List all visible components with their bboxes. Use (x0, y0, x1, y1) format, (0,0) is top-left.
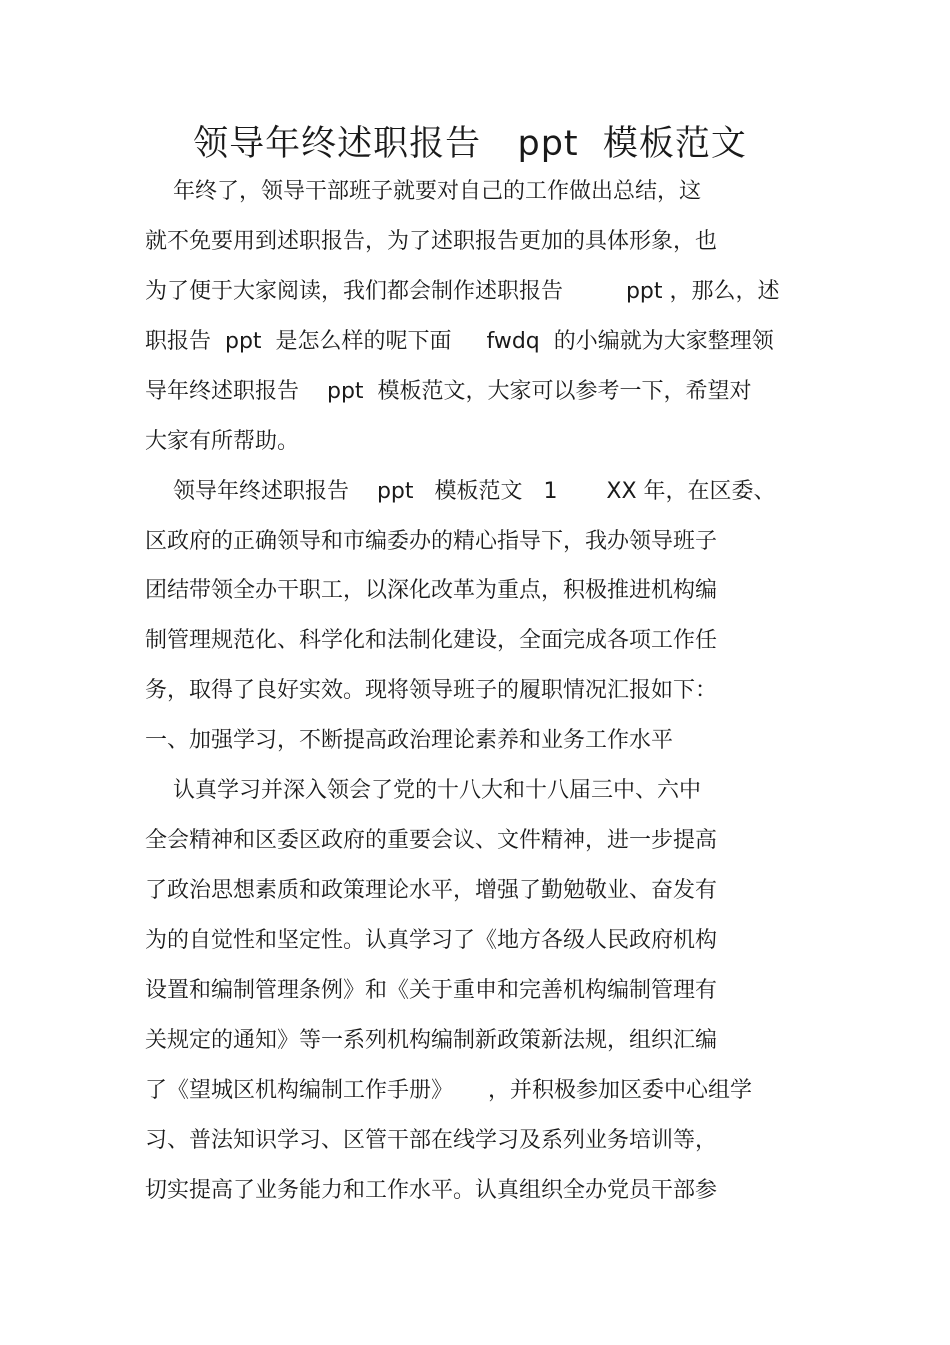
document-title: 领导年终述职报告 ppt 模板范文 (193, 124, 747, 164)
body-line-17: 设置和编制管理条例》和《关于重申和完善机构编制管理有 (145, 978, 718, 1003)
body-line-14: 全会精神和区委区政府的重要会议、文件精神，进一步提高 (145, 828, 718, 853)
body-line-19: 了《望城区机构编制工作手册》 ，并积极参加区委中心组学 (145, 1078, 752, 1103)
body-line-18: 关规定的通知》等一系列机构编制新政策新法规，组织汇编 (145, 1028, 718, 1053)
body-line-7: 领导年终述职报告 ppt 模板范文 1 XX 年，在区委、 (145, 479, 776, 504)
body-line-20: 习、普法知识学习、区管干部在线学习及系列业务培训等， (145, 1128, 718, 1153)
body-line-1: 年终了，领导干部班子就要对自己的工作做出总结，这 (145, 179, 701, 204)
body-line-5: 导年终述职报告 ppt 模板范文，大家可以参考一下，希望对 (145, 379, 752, 404)
body-line-6: 大家有所帮助。 (145, 429, 300, 454)
section-heading: 一、加强学习，不断提高政治理论素养和业务工作水平 (145, 728, 674, 753)
body-line-2: 就不免要用到述职报告，为了述职报告更加的具体形象，也 (145, 229, 718, 254)
body-line-4: 职报告 ppt 是怎么样的呢下面 fwdq 的小编就为大家整理领 (145, 329, 774, 354)
body-line-16: 为的自觉性和坚定性。认真学习了《地方各级人民政府机构 (145, 928, 718, 953)
body-line-3: 为了便于大家阅读，我们都会制作述职报告 ppt ，那么，述 (145, 279, 780, 304)
body-line-13: 认真学习并深入领会了党的十八大和十八届三中、六中 (145, 778, 701, 803)
body-line-15: 了政治思想素质和政策理论水平，增强了勤勉敬业、奋发有 (145, 878, 718, 903)
body-line-8: 区政府的正确领导和市编委办的精心指导下，我办领导班子 (145, 529, 718, 554)
body-line-21: 切实提高了业务能力和工作水平。认真组织全办党员干部参 (145, 1178, 718, 1203)
body-line-9: 团结带领全办干职工，以深化改革为重点，积极推进机构编 (145, 578, 718, 603)
body-line-10: 制管理规范化、科学化和法制化建设，全面完成各项工作任 (145, 628, 718, 653)
body-line-11: 务，取得了良好实效。现将领导班子的履职情况汇报如下： (145, 678, 718, 703)
